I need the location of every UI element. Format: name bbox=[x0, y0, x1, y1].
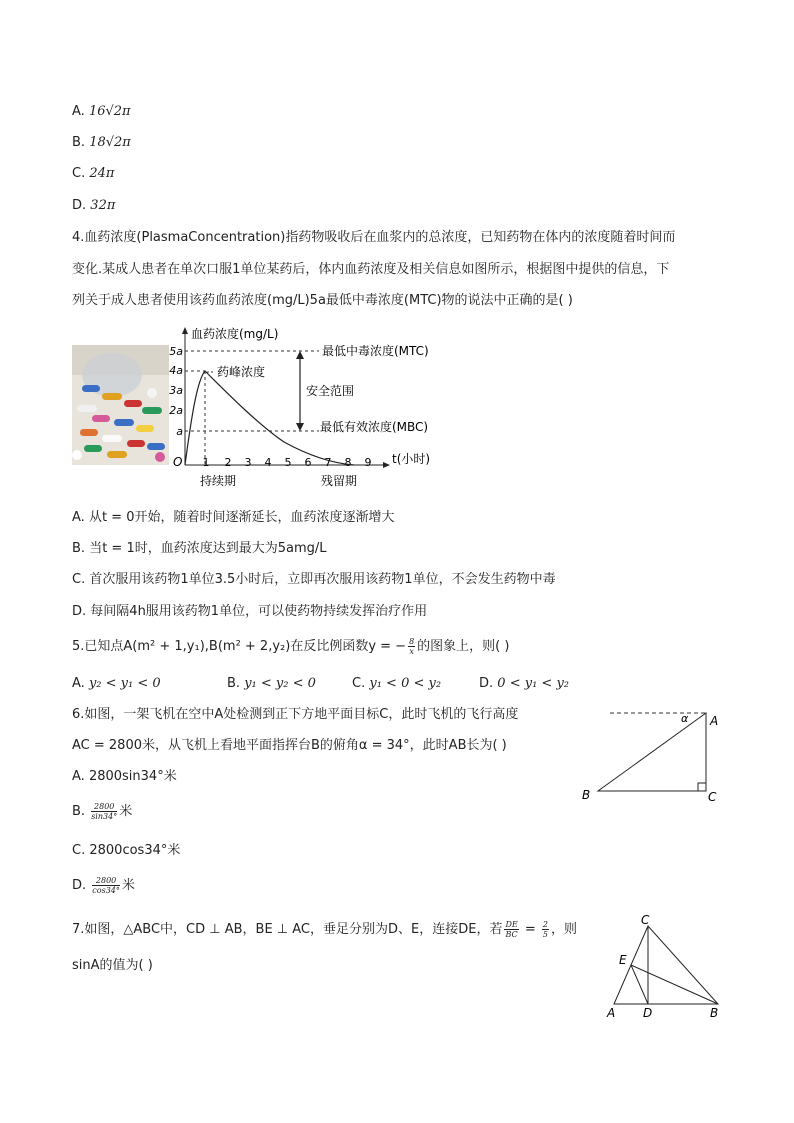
segment-de bbox=[631, 965, 648, 1004]
vertex-d-label: D bbox=[643, 1006, 653, 1020]
right-angle-mark bbox=[698, 783, 706, 791]
pills-photo bbox=[72, 345, 169, 465]
mbc-label: 最低有效浓度(MBC) bbox=[320, 420, 429, 434]
xtick-2: 2 bbox=[224, 456, 232, 469]
q3-option-d: D. 32π bbox=[72, 198, 116, 213]
vertex-b-label: B bbox=[710, 1006, 719, 1020]
xtick-9: 9 bbox=[364, 456, 372, 469]
residual-period-label: 残留期 bbox=[320, 474, 358, 488]
y-axis-arrow bbox=[182, 327, 188, 334]
safe-range-label: 安全范围 bbox=[306, 384, 355, 398]
q6-option-c: C. 2800cos34°米 bbox=[72, 843, 181, 858]
origin-label: O bbox=[173, 455, 183, 469]
q3-option-a: A. 16√2π bbox=[72, 104, 131, 119]
peak-label: 药峰浓度 bbox=[217, 365, 266, 379]
xtick-3: 3 bbox=[244, 456, 252, 469]
q7-stem-line2: sinA的值为( ) bbox=[72, 958, 153, 973]
q4-option-c: C. 首次服用该药物1单位3.5小时后，立即再次服用该药物1单位，不会发生药物中毒 bbox=[72, 572, 556, 587]
q3-option-b: B. 18√2π bbox=[72, 135, 131, 150]
q7-stem-line1: 7.如图，△ABC中，CD ⊥ AB，BE ⊥ AC，垂足分别为D、E，连接DE，若 $\frac{DE}{BC}$ = $\frac{2}{5}$ ，则 bbox=[72, 920, 578, 939]
q4-stem-line2: 变化.某成人患者在单次口服1单位某药后，体内血药浓度及相关信息如图所示，根据图中提供的信息，下 bbox=[72, 262, 670, 277]
q4-option-b: B. 当t = 1时，血药浓度达到最大为5amg/L bbox=[72, 541, 327, 556]
x-axis-arrow bbox=[383, 462, 390, 468]
q6-stem-line1: 6.如图，一架飞机在空中A处检测到正下方地平面目标C，此时飞机的飞行高度 bbox=[72, 707, 519, 722]
vertex-c-label: C bbox=[708, 790, 717, 804]
q4-stem-line1: 4.血药浓度(PlasmaConcentration)指药物吸收后在血浆内的总浓度，已知药物在体内的浓度随着时间而 bbox=[72, 230, 676, 245]
y-axis-label: 血药浓度(mg/L) bbox=[191, 327, 279, 341]
q4-concentration-chart bbox=[169, 325, 469, 495]
q5-option-b: B. y₁ < y₂ < 0 bbox=[227, 676, 316, 691]
xtick-6: 6 bbox=[304, 456, 312, 469]
xtick-5: 5 bbox=[284, 456, 292, 469]
q7-triangle-figure bbox=[600, 912, 730, 1024]
q5-fraction: $\frac{8}{x}$ bbox=[409, 637, 415, 656]
mtc-label: 最低中毒浓度(MTC) bbox=[322, 344, 429, 358]
vertex-b-label: B bbox=[582, 788, 591, 802]
xtick-7: 7 bbox=[324, 456, 332, 469]
q5-option-a: A. y₂ < y₁ < 0 bbox=[72, 676, 161, 691]
triangle-abc bbox=[598, 713, 706, 791]
vertex-a-label: A bbox=[607, 1006, 616, 1020]
ytick-4a: 4a bbox=[169, 364, 183, 377]
q6-triangle-figure bbox=[578, 703, 728, 808]
ytick-5a: 5a bbox=[169, 345, 183, 358]
vertex-c-label: C bbox=[641, 913, 650, 927]
q4-option-a: A. 从t = 0开始，随着时间逐渐延长，血药浓度逐渐增大 bbox=[72, 510, 395, 525]
altitude-be bbox=[631, 965, 718, 1004]
x-axis-label: t(小时) bbox=[392, 452, 431, 466]
xtick-8: 8 bbox=[344, 456, 352, 469]
vertex-e-label: E bbox=[619, 953, 627, 967]
sustain-period-label: 持续期 bbox=[199, 474, 237, 488]
vertex-a-label: A bbox=[710, 714, 719, 728]
q4-option-d: D. 每间隔4h服用该药物1单位，可以使药物持续发挥治疗作用 bbox=[72, 604, 428, 619]
q6-option-b: B. $\frac{2800}{\sin 34^\circ}$ 米 bbox=[72, 802, 133, 821]
triangle-abc bbox=[614, 926, 718, 1004]
q4-stem-line3: 列关于成人患者使用该药血药浓度(mg/L)5a最低中毒浓度(MTC)物的说法中正确的是( ) bbox=[72, 293, 573, 308]
q6-option-d: D. $\frac{2800}{\cos 34^\circ}$ 米 bbox=[72, 876, 135, 895]
ytick-2a: 2a bbox=[169, 404, 183, 417]
xtick-1: 1 bbox=[202, 456, 210, 469]
q3-option-c: C. 24π bbox=[72, 166, 115, 181]
q5-stem: 5.已知点A(m² + 1,y₁),B(m² + 2,y₂)在反比例函数y = − $\frac{8}{x}$ 的图象上，则( ) bbox=[72, 637, 510, 656]
q5-option-c: C. y₁ < 0 < y₂ bbox=[352, 676, 442, 691]
ytick-a: a bbox=[176, 425, 183, 438]
q6-option-a: A. 2800sin34°米 bbox=[72, 769, 177, 784]
q5-option-d: D. 0 < y₁ < y₂ bbox=[479, 676, 569, 691]
xtick-4: 4 bbox=[264, 456, 272, 469]
alpha-label: α bbox=[681, 712, 689, 725]
q6-stem-line2: AC = 2800米，从飞机上看地平面指挥台B的俯角α = 34°，此时AB长为( ) bbox=[72, 738, 507, 753]
ytick-3a: 3a bbox=[169, 384, 183, 397]
